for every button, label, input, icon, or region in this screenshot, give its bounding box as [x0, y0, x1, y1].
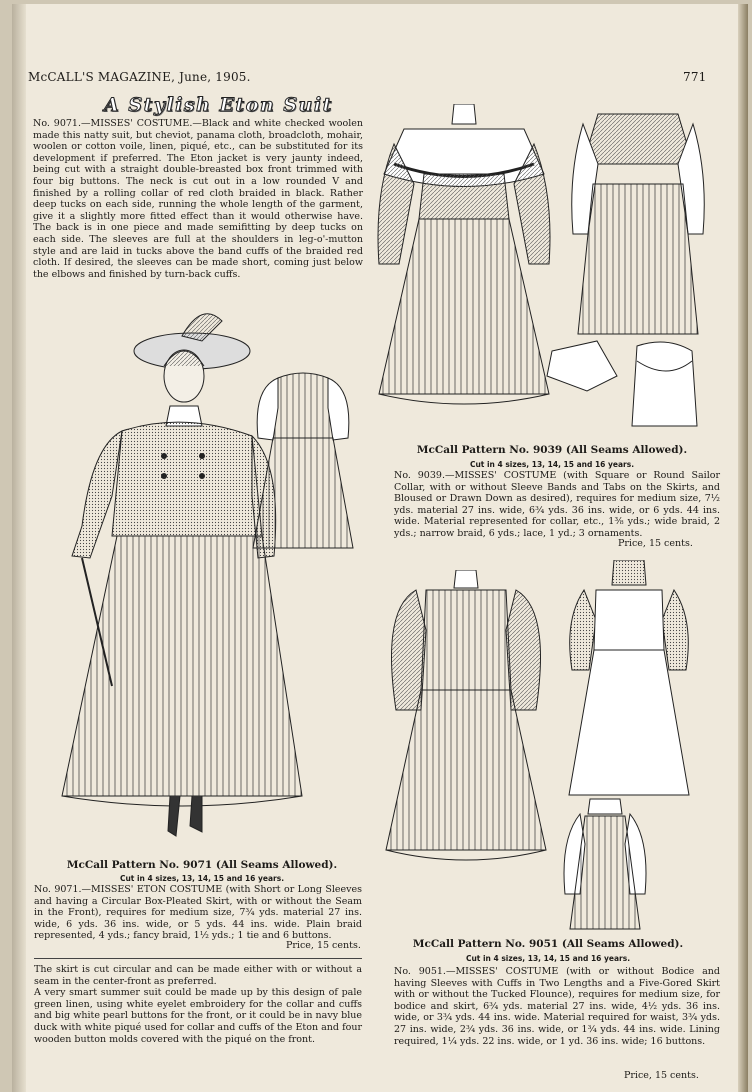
costume-9039-front-illustration — [374, 104, 554, 414]
description-9071: No. 9071.—MISSES' ETON COSTUME (with Short or Long Sleeves and having a Circular Box-Pleated Skirt, with or without the Seam in the Front), requires for medium size, 7¾ yds. material 27 ins. wide, 6 yds. 36 ins. wide, or 5 yds. 44 ins. wide. Plain braid represented, 4 yds.; fancy braid, 1½ yds.; 1 tie and 6 buttons. — [34, 884, 362, 942]
closing-paragraph: The skirt is cut circular and can be made either with or without a seam in the center-front as preferred. A very smart summer suit could be made up by this design of pale green linen, using white eyelet embroidery for the collar and cuffs and big white pearl buttons for the front, or it could be in navy blue duck with white piqué used for collar and cuffs of the Eton and four wooden button molds covered with the piqué on the front. — [34, 964, 362, 1045]
price-9051: Price, 15 cents. — [624, 1070, 699, 1081]
sizes-9051: Cut in 4 sizes, 13, 14, 15 and 16 years. — [465, 954, 631, 963]
caption-9071: McCall Pattern No. 9071 (All Seams Allowed). — [66, 859, 338, 871]
costume-9039-back-illustration — [568, 104, 708, 344]
running-header: McCALL'S MAGAZINE, June, 1905. — [28, 70, 251, 84]
costume-9051-dotted-illustration — [564, 560, 694, 800]
eton-back-view-illustration — [248, 368, 358, 553]
article-title: A Stylish Eton Suit — [104, 94, 333, 116]
page-spine-shadow — [12, 4, 26, 1092]
intro-paragraph: No. 9071.—MISSES' COSTUME.—Black and white checked woolen made this natty suit, but cheviot, panama cloth, broadcloth, mohair, woolen or cotton voile, linen, piqué, etc., can be substituted for its development if preferred. The Eton jacket is very jaunty indeed, being cut with a straight double-breasted box front trimmed with four big buttons. The neck is cut out in a low rounded V and finished by a rolling collar of red cloth braided in black. Rather deep tucks on each side, running the whole length of the garment, give it a slightly more fitted effect than it would otherwise have. The back is in one piece and made semifitting by deep tucks on each side. The sleeves are full at the shoulders in leg-o'-mutton style and are laid in tucks above the band cuffs of the braided red cloth. If desired, the sleeves can be made short, coming just below the elbows and finished by turn-back cuffs. — [33, 118, 363, 280]
description-9051: No. 9051.—MISSES' COSTUME (with or without Bodice and having Sleeves with Cuffs in Two Lengths and a Five-Gored Skirt with or without the Tucked Flounce), requires for medium size, for bodice and skirt, 6¾ yds. material 27 ins. wide, 4½ yds. 36 ins. wide, or 3¾ yds. 44 ins. wide. Material required for waist, 3¾ yds. 27 ins. wide, 2¾ yds. 36 ins. wide, or 1¾ yds. 44 ins. wide. Lining required, 1¼ yds. 22 ins. wide, or 1 yd. 36 ins. wide; 16 buttons. — [394, 966, 720, 1047]
sizes-9071: Cut in 4 sizes, 13, 14, 15 and 16 years. — [119, 874, 285, 883]
sizes-9039: Cut in 4 sizes, 13, 14, 15 and 16 years. — [469, 460, 635, 469]
price-9071: Price, 15 cents. — [286, 940, 361, 951]
page-edge-shadow — [738, 4, 748, 1092]
caption-9051: McCall Pattern No. 9051 (All Seams Allowed). — [412, 938, 684, 950]
costume-9051-waist-illustration — [560, 794, 650, 934]
description-9039: No. 9039.—MISSES' COSTUME (with Square or Round Sailor Collar, with or without Sleeve Bands and Tabs on the Skirts, and Bloused or Drawn Down as desired), requires for medium size, 7½ yds. material 27 ins. wide, 6¾ yds. 36 ins. wide, or 6 yds. 44 ins. wide. Material represented for collar, etc., 1⅜ yds.; wide braid, 2 yds.; narrow braid, 6 yds.; lace, 1 yd.; 3 ornaments. — [394, 470, 720, 539]
sailor-collar-variants-illustration — [542, 336, 702, 431]
costume-9051-front-illustration — [376, 570, 556, 870]
caption-9039: McCall Pattern No. 9039 (All Seams Allowed). — [416, 444, 688, 456]
page-number: 771 — [683, 70, 707, 84]
price-9039: Price, 15 cents. — [618, 538, 693, 549]
section-divider — [34, 958, 362, 959]
magazine-page — [12, 4, 748, 1092]
